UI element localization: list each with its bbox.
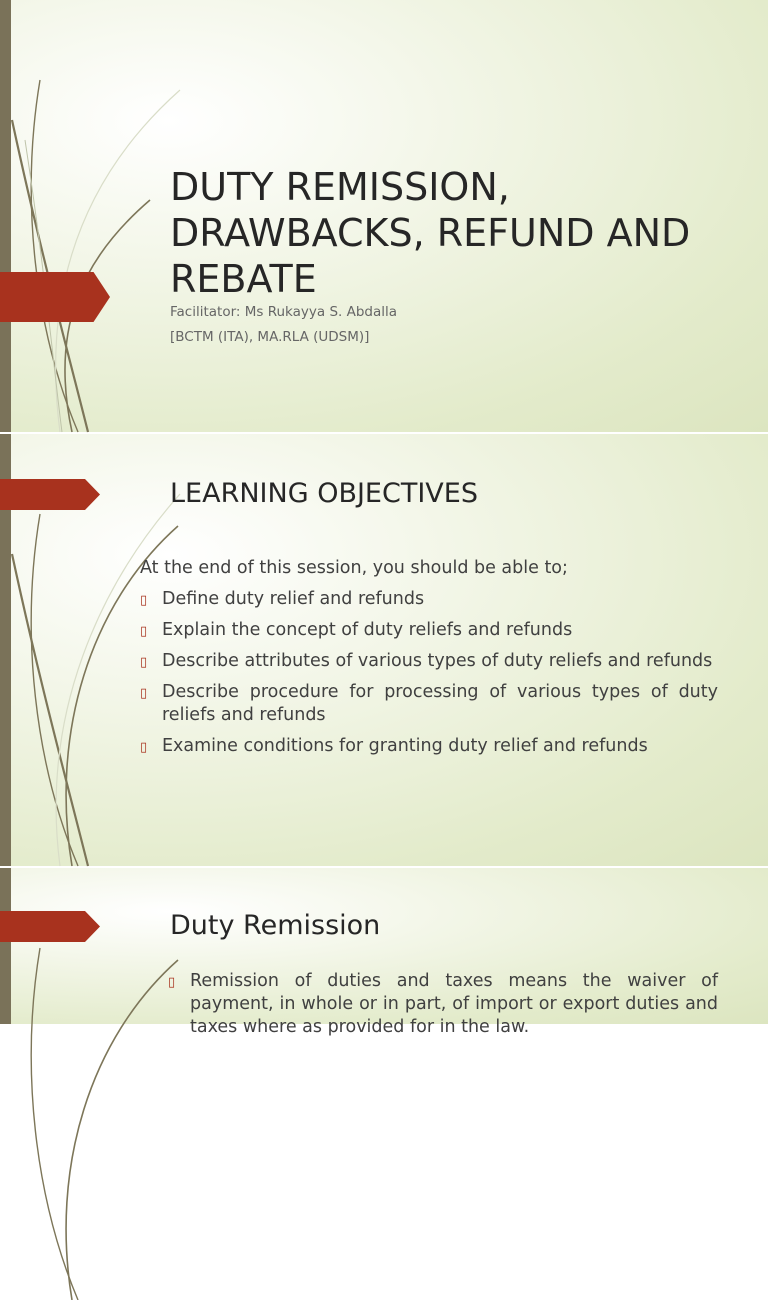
bullet-icon: ▯ — [140, 624, 148, 639]
title-line-3: REBATE — [170, 257, 317, 301]
list-item: ▯ Define duty relief and refunds — [140, 588, 718, 611]
bullet-icon: ▯ — [140, 740, 148, 755]
title-line-1: DUTY REMISSION, — [170, 165, 510, 209]
remission-list — [168, 970, 718, 1047]
learning-objectives-heading: LEARNING OBJECTIVES — [170, 478, 478, 509]
objectives-intro: At the end of this session, you should be able to; — [140, 558, 568, 578]
accent-arrow-tag — [0, 479, 100, 510]
facilitator-text: Facilitator: Ms Rukayya S. Abdalla — [170, 304, 398, 320]
list-item: ▯ Explain the concept of duty reliefs and refunds — [140, 619, 718, 642]
bullet-icon: ▯ — [140, 655, 148, 670]
objectives-list — [140, 588, 718, 766]
slide-title — [0, 0, 768, 432]
accent-arrow-tag — [0, 272, 110, 322]
slide-title-heading — [170, 164, 730, 302]
slide-learning-objectives — [0, 434, 768, 866]
bullet-icon: ▯ — [168, 975, 176, 990]
list-item: ▯ Describe attributes of various types of duty reliefs and refunds — [140, 650, 718, 673]
bullet-icon: ▯ — [140, 686, 148, 701]
title-line-2: DRAWBACKS, REFUND AND — [170, 211, 691, 255]
duty-remission-heading: Duty Remission — [170, 910, 381, 941]
credentials-text: [BCTM (ITA), MA.RLA (UDSM)] — [170, 329, 370, 345]
list-item: ▯ Examine conditions for granting duty relief and refunds — [140, 735, 718, 758]
slide-duty-remission — [0, 868, 768, 1037]
list-item: ▯ Describe procedure for processing of various types of duty reliefs and refunds — [140, 682, 718, 725]
bullet-icon: ▯ — [140, 593, 148, 608]
list-item: ▯ Remission of duties and taxes means the waiver of payment, in whole or in part, of import or export duties and taxes where as provided for in the law. — [168, 971, 718, 1037]
accent-arrow-tag — [0, 911, 100, 942]
